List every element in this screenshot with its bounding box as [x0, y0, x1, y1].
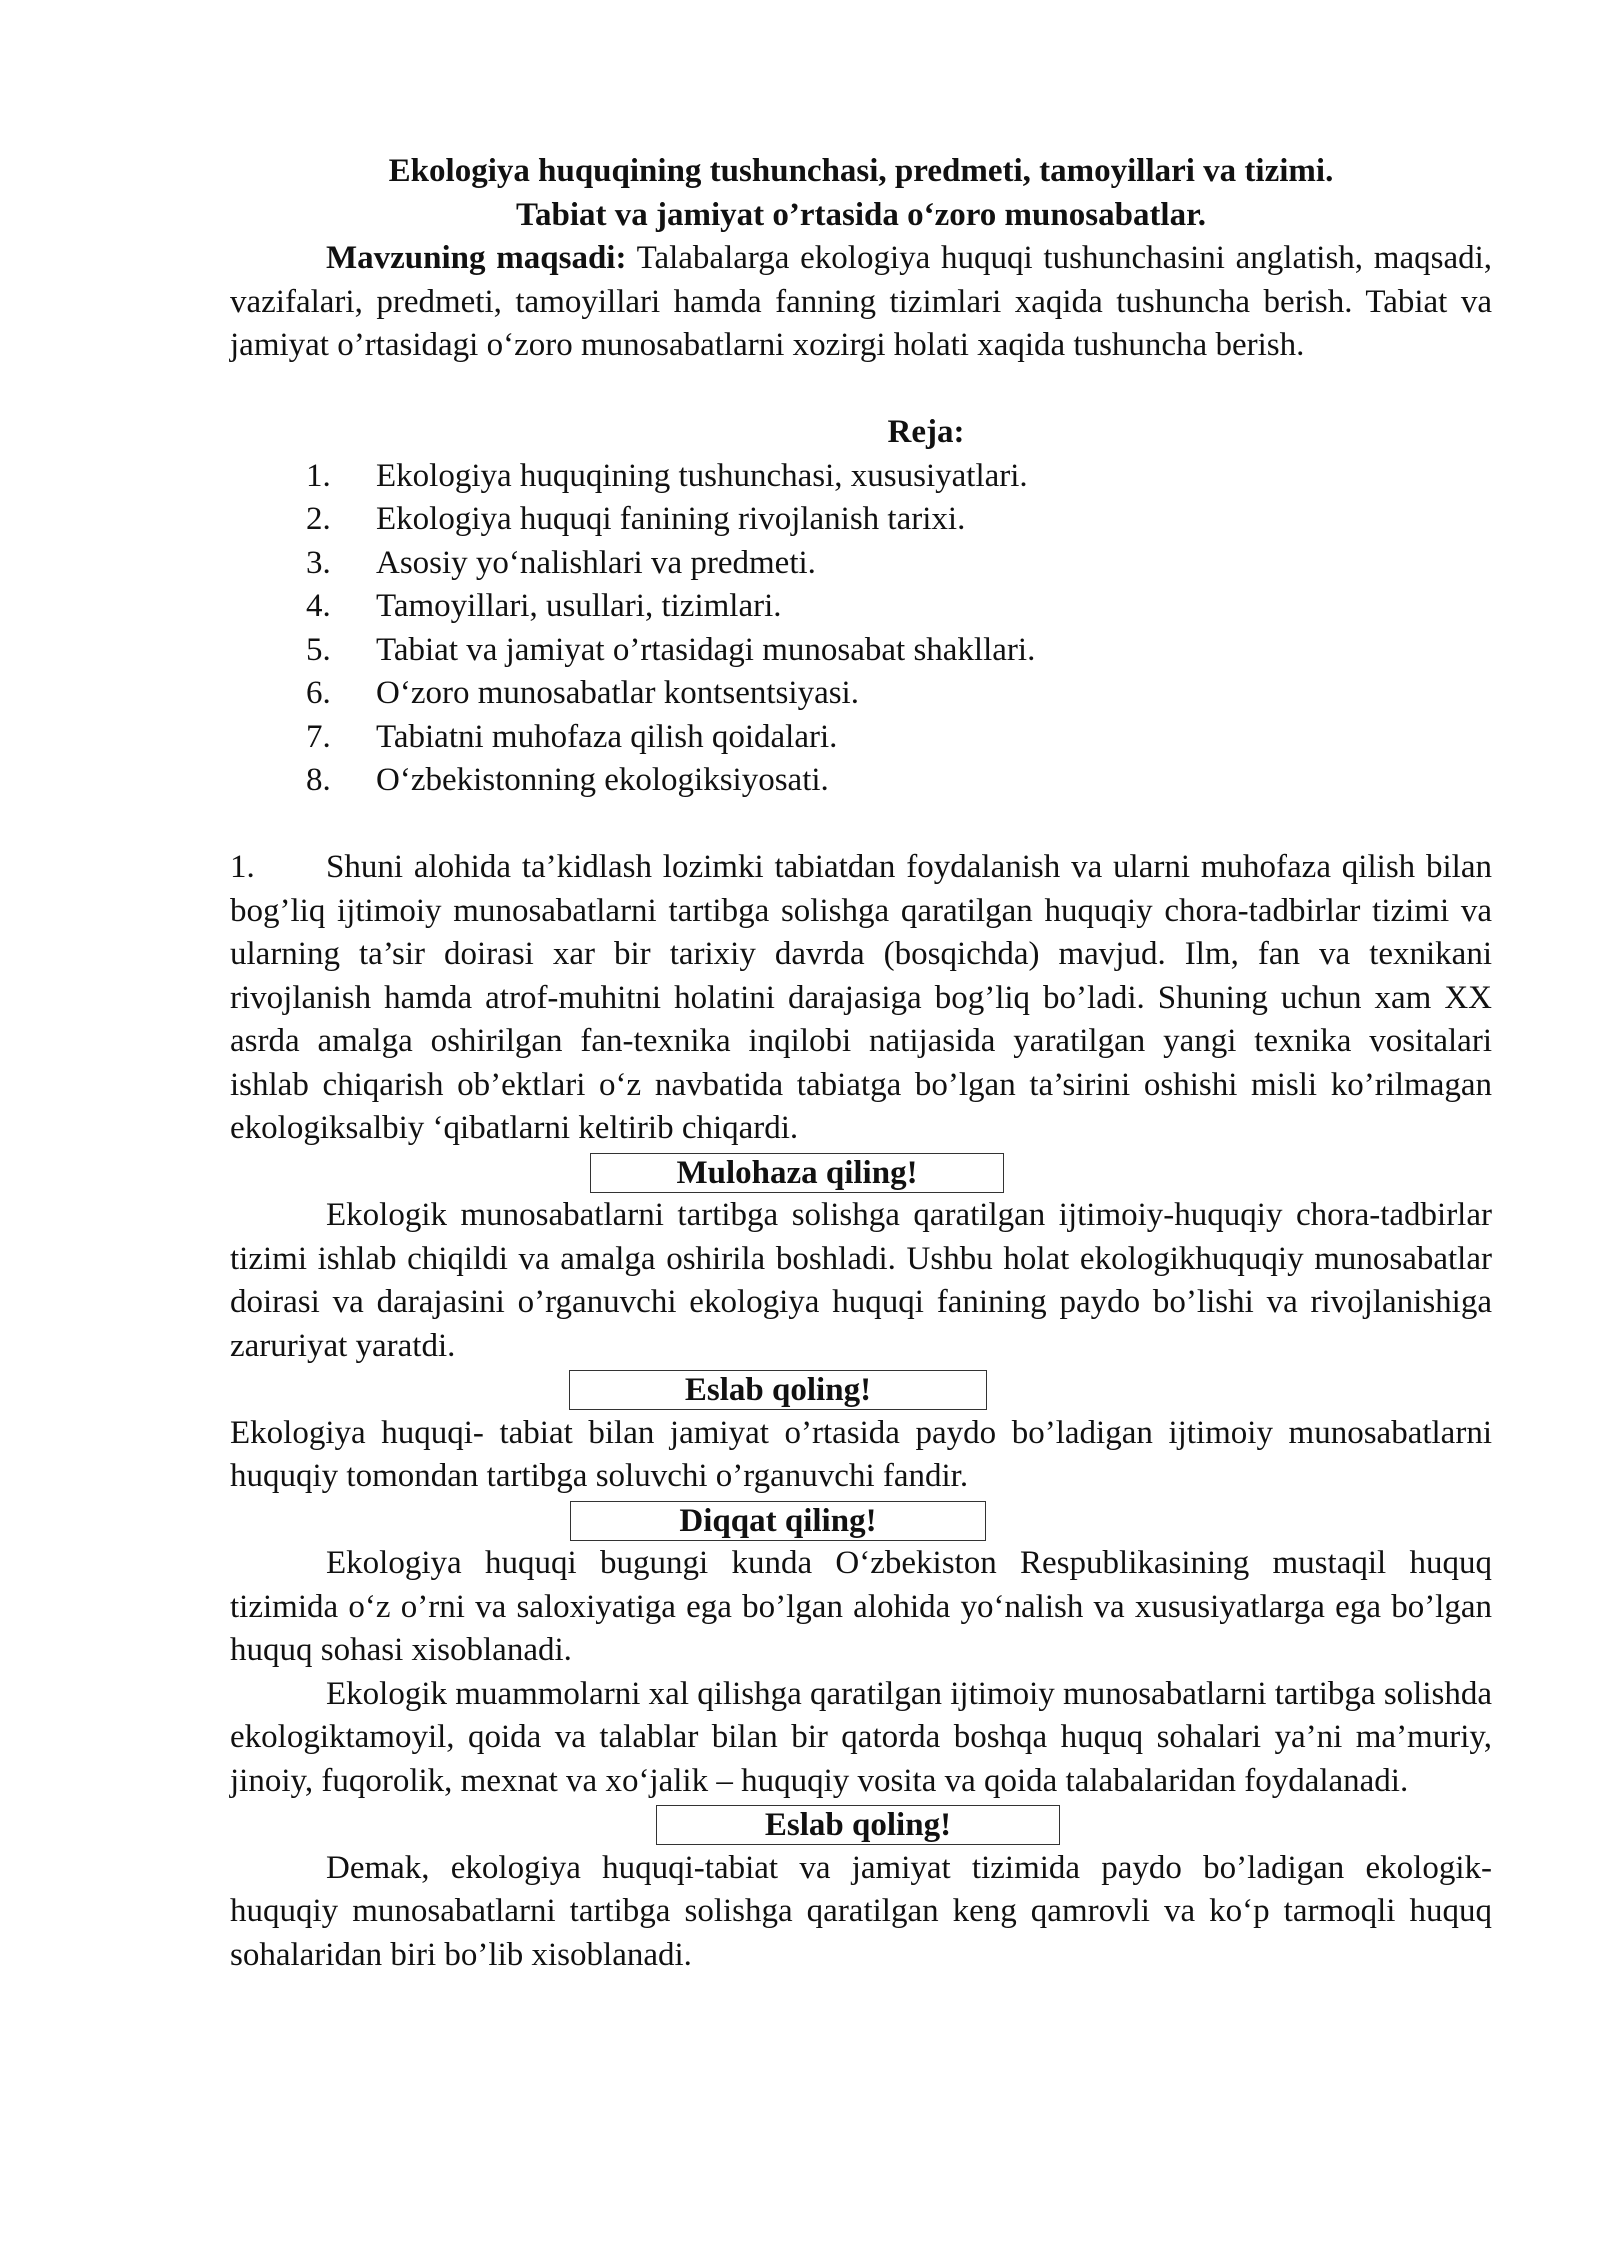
- section-1-paragraph: [230, 846, 1492, 1151]
- plan-item-number: 7.: [306, 718, 331, 755]
- paragraph-4: Ekologiya huquqi bugungi kunda O‘zbekiston Respublikasining mustaqil huquq tizimida o‘z o’rni va saloxiyatiga ega bo’lgan alohida yo‘nalish va xususiyatlarga ega bo’lgan huquq sohasi xisoblanadi.: [230, 1545, 1492, 1668]
- plan-item-text: Asosiy yo‘nalishlari va predmeti.: [376, 544, 816, 581]
- plan-item-text: Tabiat va jamiyat o’rtasidagi munosabat shakllari.: [376, 631, 1036, 668]
- plan-item: [230, 759, 1492, 803]
- plan-item-text: Tabiatni muhofaza qilish qoidalari.: [376, 718, 838, 755]
- plan-item: [230, 455, 1492, 499]
- callout-box-remember: Eslab qoling!: [569, 1370, 987, 1410]
- paragraph-3: Ekologiya huquqi- tabiat bilan jamiyat o’rtasida paydo bo’ladigan ijtimoiy munosabatlarni huquqiy tomondan tartibga soluvchi o’rganuvchi fandir.: [230, 1414, 1492, 1494]
- plan-item-text: Ekologiya huquqining tushunchasi, xususiyatlari.: [376, 457, 1028, 494]
- plan-item: [230, 542, 1492, 586]
- plan-item: [230, 498, 1492, 542]
- title-line-1: Ekologiya huquqining tushunchasi, predmeti, tamoyillari va tizimi.: [388, 153, 1334, 189]
- plan-item-text: O‘zbekistonning ekologiksiyosati.: [376, 762, 829, 798]
- plan-item-number: 1.: [306, 457, 331, 494]
- spacer: [230, 368, 1492, 412]
- callout-box-attention: Diqqat qiling!: [570, 1501, 986, 1541]
- plan-item-text: Ekologiya huquqi fanining rivojlanish tarixi.: [376, 501, 966, 537]
- section-1-text: Shuni alohida ta’kidlash lozimki tabiatdan foydalanish va ularni muhofaza qilish bilan bog’liq ijtimoiy munosabatlarni tartibga solishga qaratilgan huquqiy chora-tadbirlar tizimi va ularning ta’sir doirasi xar bir tarixiy davrda (bosqichda) mavjud. Ilm, fan va texnikani rivojlanish hamda atrof-muhitni holatini darajasiga bog’liq bo’ladi. Shuning uchun xam XX asrda amalga oshirilgan fan-texnika inqilobi natijasida yaratilgan yangi texnika vositalari ishlab chiqarish ob’ektlari o‘z navbatida tabiatga bo’lgan ta’sirini oshishi misli ko’rilmagan ekologiksalbiy ‘qibatlarni keltirib chiqardi.: [230, 849, 1492, 1146]
- document-page: [230, 150, 1492, 1977]
- section-number: 1.: [230, 849, 255, 885]
- plan-list: [230, 455, 1492, 803]
- plan-item-text: Tamoyillari, usullari, tizimlari.: [376, 588, 782, 624]
- aim-text: Talabalarga ekologiya huquqi tushunchasini anglatish, maqsadi, vazifalari, predmeti, tamoyillari hamda fanning tizimlari xaqida tushuncha berish. Tabiat va jamiyat o’rtasidagi o‘zoro munosabatlarni xozirgi holati xaqida tushuncha berish.: [230, 240, 1493, 363]
- plan-item-number: 4.: [306, 588, 331, 624]
- plan-item-number: 6.: [306, 675, 331, 711]
- plan-item-number: 5.: [306, 631, 331, 668]
- plan-item-number: 3.: [306, 544, 331, 581]
- plan-item-number: 8.: [306, 762, 331, 798]
- plan-item: [230, 716, 1492, 760]
- paragraph-5: Ekologik muammolarni xal qilishga qaratilgan ijtimoiy munosabatlarni tartibga solishda ekologiktamoyil, qoida va talablar bilan bir qatorda boshqa huquq sohalari ya’ni ma’muriy, jinoiy, fuqorolik, mexnat va xo‘jalik – huquqiy vosita va qoida talabalaridan foydalanadi.: [230, 1675, 1492, 1799]
- plan-item: [230, 585, 1492, 629]
- plan-item-text: O‘zoro munosabatlar kontsentsiyasi.: [376, 675, 859, 711]
- paragraph-6: Demak, ekologiya huquqi-tabiat va jamiyat tizimida paydo bo’ladigan ekologik-huquqiy munosabatlarni tartibga solishga qaratilgan keng qamrovli va ko‘p tarmoqli huquq sohalaridan biri bo’lib xisoblanadi.: [230, 1849, 1492, 1973]
- paragraph-2: Ekologik munosabatlarni tartibga solishga qaratilgan ijtimoiy-huquqiy chora-tadbirlar tizimi ishlab chiqildi va amalga oshirila boshladi. Ushbu holat ekologikhuquqiy munosabatlar doirasi va darajasini o’rganuvchi ekologiya huquqi fanining paydo bo’lishi va rivojlanishiga zaruriyat yaratdi.: [230, 1197, 1492, 1364]
- aim-label: Mavzuning maqsadi:: [326, 240, 627, 276]
- spacer: [230, 803, 1492, 847]
- title-line-2: Tabiat va jamiyat o’rtasida o‘zoro munosabatlar.: [516, 196, 1206, 233]
- plan-item-number: 2.: [306, 501, 331, 537]
- callout-box-reflect: Mulohaza qiling!: [590, 1153, 1004, 1193]
- plan-item: [230, 629, 1492, 673]
- plan-item: [230, 672, 1492, 716]
- aim-paragraph: [230, 237, 1492, 368]
- callout-box-remember-2: Eslab qoling!: [656, 1805, 1060, 1845]
- plan-heading: Reja:: [887, 414, 965, 450]
